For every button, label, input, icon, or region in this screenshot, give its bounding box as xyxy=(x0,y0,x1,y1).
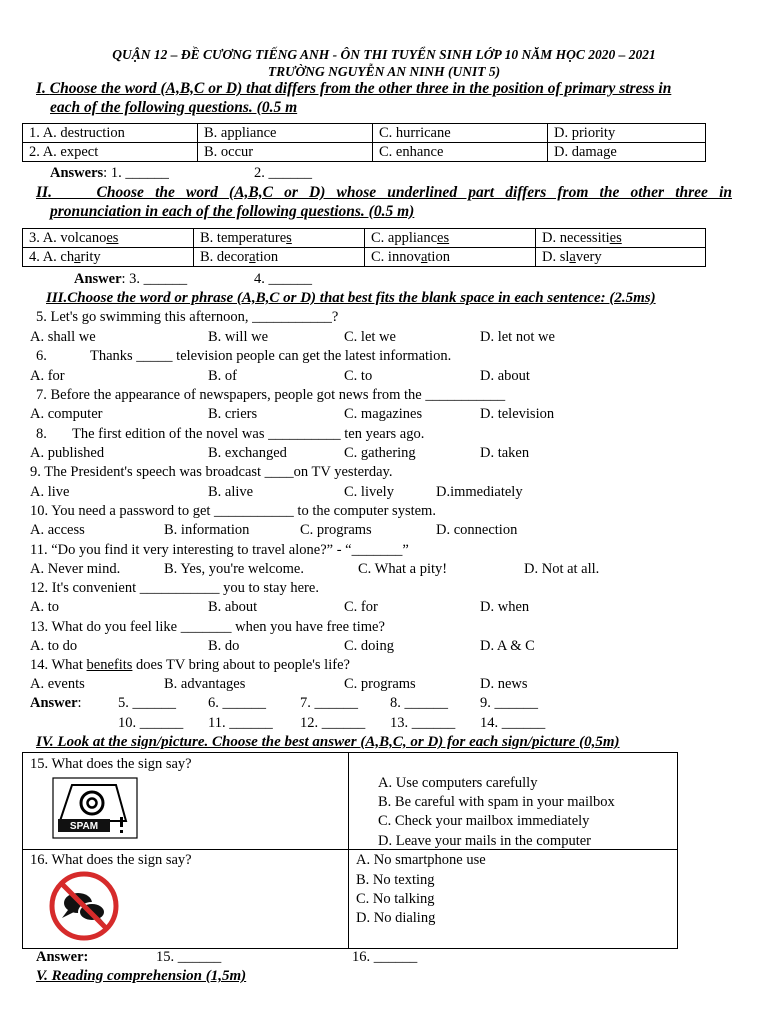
option-b: B. advantages xyxy=(164,676,246,692)
section-3-answer-label: Answer: xyxy=(30,695,82,711)
header-line-1: QUẬN 12 – ĐỀ CƯƠNG TIẾNG ANH - ÔN THI TUYỂN SINH LỚP 10 NĂM HỌC 2020 – 2021 xyxy=(112,47,656,62)
table-cell: B. temperatures xyxy=(194,229,365,248)
table-row xyxy=(23,124,706,143)
option-a: A. Use computers carefully xyxy=(378,775,538,791)
question-12: 12. It's convenient ___________ you to stay here. xyxy=(30,580,319,596)
option-b: B. do xyxy=(208,638,240,654)
question-8: The first edition of the novel was __________ ten years ago. xyxy=(72,426,425,442)
section-2-title-line-2: pronunciation in each of the following questions. (0.5 m) xyxy=(50,203,415,220)
table-cell: 4. A. charity xyxy=(23,248,194,267)
table-cell: D. slavery xyxy=(536,248,706,267)
question-10: 10. You need a password to get ___________ to the computer system. xyxy=(30,503,436,519)
option-c: C. doing xyxy=(344,638,394,654)
section-1-title-line-1 xyxy=(36,80,671,98)
answer-blank-8: 8. ______ xyxy=(390,695,448,711)
section-3-title: III.Choose the word or phrase (A,B,C or D) that best fits the blank space in each sentence: (2.5ms) xyxy=(46,290,656,306)
question-15: 15. What does the sign say? xyxy=(30,756,192,772)
option-b: B. No texting xyxy=(356,872,435,888)
table-row xyxy=(23,229,706,248)
option-d: D. about xyxy=(480,368,530,384)
answer-blank-13: 13. ______ xyxy=(390,715,456,731)
table-cell: C. hurricane xyxy=(373,124,548,143)
option-a: A. live xyxy=(30,484,70,500)
option-c: C. let we xyxy=(344,329,396,345)
option-c: C. programs xyxy=(300,522,372,538)
section-2-title-line-1 xyxy=(36,184,732,202)
option-d: D. No dialing xyxy=(356,910,436,926)
answer-label: Answer xyxy=(74,271,122,287)
question-14: 14. What benefits does TV bring about to people's life? xyxy=(30,657,350,673)
question-13: 13. What do you feel like _______ when you have free time? xyxy=(30,619,385,635)
spam-label: SPAM xyxy=(69,821,99,832)
option-c: C. to xyxy=(344,368,373,384)
option-c: C. lively xyxy=(344,484,394,500)
section-5-title: V. Reading comprehension (1,5m) xyxy=(36,968,247,984)
section-4-title: IV. Look at the sign/picture. Choose the best answer (A,B,C, or D) for each sign/picture (0,5m) xyxy=(36,734,620,750)
option-c: C. for xyxy=(344,599,378,615)
option-a: A. to xyxy=(30,599,59,615)
option-b: B. of xyxy=(208,368,237,384)
option-d: D. connection xyxy=(436,522,518,538)
table-divider xyxy=(348,752,349,948)
question-16: 16. What does the sign say? xyxy=(30,852,192,868)
table-cell: C. enhance xyxy=(373,143,548,162)
table-cell: D. damage xyxy=(548,143,706,162)
answer-blank-14: 14. ______ xyxy=(480,715,546,731)
answer-blank-4: 4. ______ xyxy=(254,271,312,287)
table-cell: B. appliance xyxy=(198,124,373,143)
option-c: C. What a pity! xyxy=(358,561,448,577)
question-8-number: 8. xyxy=(36,426,47,442)
answer-blank-2: 2. ______ xyxy=(254,165,312,181)
section-1-title-a: Choose the word (A,B,C or D) that differs from the other three in the position of primary stress in xyxy=(49,80,672,97)
option-d: D.immediately xyxy=(436,484,523,500)
section-1-table xyxy=(22,123,706,162)
answer-blank-11: 11. ______ xyxy=(208,715,273,731)
option-a: A. computer xyxy=(30,406,103,422)
option-a: A. shall we xyxy=(30,329,96,345)
option-b: B. exchanged xyxy=(208,445,287,461)
header-line-2: TRƯỜNG NGUYỄN AN NINH (UNIT 5) xyxy=(267,64,501,79)
section-2-table xyxy=(22,228,706,267)
answer-blank-5: 5. ______ xyxy=(118,695,176,711)
option-c: C. No talking xyxy=(356,891,435,907)
option-a: A. access xyxy=(30,522,85,538)
option-a: A. events xyxy=(30,676,85,692)
table-cell: B. occur xyxy=(198,143,373,162)
answer-blank-6: 6. ______ xyxy=(208,695,266,711)
section-2-title-a: Choose the word (A,B,C or D) whose underlined part differs from the other three in xyxy=(96,184,733,201)
answers-label: Answers xyxy=(50,165,104,181)
option-d: D. when xyxy=(480,599,530,615)
option-c: C. Check your mailbox immediately xyxy=(378,813,590,829)
answer-blank-12: 12. ______ xyxy=(300,715,366,731)
answer-blank-9: 9. ______ xyxy=(480,695,538,711)
option-b: B. about xyxy=(208,599,258,615)
option-d: D. news xyxy=(480,676,528,692)
table-cell: 2. A. expect xyxy=(23,143,198,162)
table-cell: 3. A. volcanoes xyxy=(23,229,194,248)
option-a: A. for xyxy=(30,368,65,384)
section-4-answer-label: Answer: xyxy=(36,949,89,965)
spam-mail-icon xyxy=(52,777,138,839)
option-b: B. alive xyxy=(208,484,254,500)
section-2-answers xyxy=(74,270,187,288)
question-7: 7. Before the appearance of newspapers, people got news from the ___________ xyxy=(36,387,506,403)
option-b: B. will we xyxy=(208,329,269,345)
option-d: D. A & C xyxy=(480,638,535,654)
option-d: D. Leave your mails in the computer xyxy=(378,833,592,849)
no-talking-icon xyxy=(48,870,120,942)
answer-blank-15: 15. ______ xyxy=(156,949,222,965)
table-cell: C. innovation xyxy=(365,248,536,267)
answer-blank-3: : 3. ______ xyxy=(121,271,188,287)
question-5: 5. Let's go swimming this afternoon, ___________? xyxy=(36,309,339,325)
option-b: B. Yes, you're welcome. xyxy=(164,561,304,577)
option-a: A. to do xyxy=(30,638,78,654)
answer-blank-7: 7. ______ xyxy=(300,695,358,711)
table-cell: 1. A. destruction xyxy=(23,124,198,143)
section-1-number: I. xyxy=(36,80,46,97)
question-9: 9. The President's speech was broadcast ____on TV yesterday. xyxy=(30,464,393,480)
question-11: 11. “Do you find it very interesting to travel alone?” - “_______” xyxy=(30,542,409,558)
option-a: A. No smartphone use xyxy=(356,852,486,868)
option-a: A. published xyxy=(30,445,105,461)
table-cell: D. necessities xyxy=(536,229,706,248)
option-b: B. criers xyxy=(208,406,258,422)
option-c: C. magazines xyxy=(344,406,423,422)
option-c: C. programs xyxy=(344,676,416,692)
table-cell: D. priority xyxy=(548,124,706,143)
answer-blank-10: 10. ______ xyxy=(118,715,184,731)
question-6-number: 6. xyxy=(36,348,47,364)
option-a: A. Never mind. xyxy=(30,561,121,577)
option-b: B. Be careful with spam in your mailbox xyxy=(378,794,615,810)
table-row xyxy=(23,143,706,162)
answer-blank-16: 16. ______ xyxy=(352,949,418,965)
option-b: B. information xyxy=(164,522,250,538)
option-d: D. taken xyxy=(480,445,530,461)
section-1-title-line-2: each of the following questions. (0.5 m xyxy=(50,99,298,116)
table-cell: B. decoration xyxy=(194,248,365,267)
option-d: D. television xyxy=(480,406,555,422)
section-1-answers xyxy=(50,164,169,182)
section-2-number: II. xyxy=(36,184,52,201)
option-c: C. gathering xyxy=(344,445,416,461)
question-6: Thanks _____ television people can get the latest information. xyxy=(90,348,452,364)
option-d: D. Not at all. xyxy=(524,561,600,577)
table-cell: C. appliances xyxy=(365,229,536,248)
table-row xyxy=(23,248,706,267)
option-d: D. let not we xyxy=(480,329,555,345)
answer-blank-1: : 1. ______ xyxy=(103,165,169,181)
